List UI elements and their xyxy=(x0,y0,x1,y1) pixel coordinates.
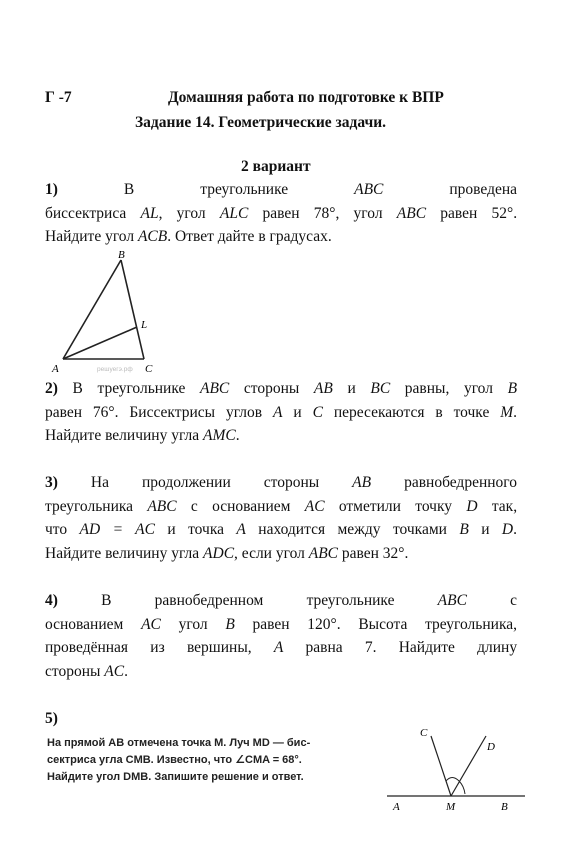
watermark: решуегэ.рф xyxy=(97,366,133,373)
side-ab xyxy=(63,260,121,359)
header-title: Домашняя работа по подготовке к ВПР xyxy=(168,89,444,106)
problem-3-line-4: Найдите величину угла ADC, если угол ABC равен 32°. xyxy=(45,544,409,562)
rays-figure-5 xyxy=(385,722,530,818)
header-subtitle: Задание 14. Геометрические задачи. xyxy=(135,114,386,131)
label-a: A xyxy=(52,363,59,375)
problem-2 xyxy=(45,377,517,448)
problem-2-line-3: Найдите величину угла AMC. xyxy=(45,427,240,444)
problem-4-line-1: 4) В равнобедренном треугольнике ABC с xyxy=(45,592,518,609)
problem-5-line-2: сектриса угла CMB. Известно, что ∠CMA = 68°. xyxy=(47,754,302,766)
problem-5-line-1: На прямой AB отмечена точка M. Луч MD — бис- xyxy=(47,737,311,749)
problem-3-line-2: треугольника ABC с основанием AC отметили точку D так, xyxy=(45,497,518,515)
ray-md xyxy=(451,736,486,796)
problem-1 xyxy=(45,178,517,249)
problem-2-line-1: 2) В треугольнике ABC стороны AB и BC равны, угол B xyxy=(45,380,518,397)
triangle-figure-1 xyxy=(46,248,166,376)
problem-3-line-1: 3) На продолжении стороны AB равнобедренного xyxy=(45,474,518,491)
angle-arc xyxy=(446,778,459,782)
problem-3 xyxy=(45,471,517,565)
label-d: D xyxy=(487,741,495,753)
problem-3-line-3: что AD = AC и точка A находится между точками B и D. xyxy=(45,521,517,538)
angle-arc-2 xyxy=(459,781,465,794)
label-c: C xyxy=(420,727,428,739)
problem-2-line-2: равен 76°. Биссектрисы углов A и C пересекаются в точке M. xyxy=(45,403,518,421)
side-bc xyxy=(121,260,144,359)
label-c: C xyxy=(145,363,153,375)
ray-mc xyxy=(431,736,451,796)
label-l: L xyxy=(141,319,148,331)
problem-5-line-3: Найдите угол DMB. Запишите решение и ответ. xyxy=(47,771,304,783)
variant-title: 2 вариант xyxy=(241,158,311,175)
bisector-al xyxy=(63,327,137,359)
problem-1-line-3: Найдите угол ACB. Ответ дайте в градусах. xyxy=(45,228,332,245)
problem-1-line-1: 1) В треугольнике ABC проведена xyxy=(45,181,518,198)
header-code: Г -7 xyxy=(45,89,72,106)
problem-4-line-4: стороны AC. xyxy=(45,662,128,680)
label-a: A xyxy=(393,801,400,813)
problem-4 xyxy=(45,589,517,683)
problem-4-line-2: основанием AC угол B равен 120°. Высота треугольника, xyxy=(45,615,517,633)
label-m: M xyxy=(446,801,456,813)
problem-4-line-3: проведённая из вершины, A равна 7. Найдите длину xyxy=(45,639,518,656)
problem-5-text xyxy=(47,735,387,786)
label-b: B xyxy=(118,249,125,261)
problem-5-number: 5) xyxy=(45,710,58,727)
problem-1-line-2: биссектриса AL, угол ALC равен 78°, угол ABC равен 52°. xyxy=(45,204,518,222)
label-b: B xyxy=(501,801,508,813)
